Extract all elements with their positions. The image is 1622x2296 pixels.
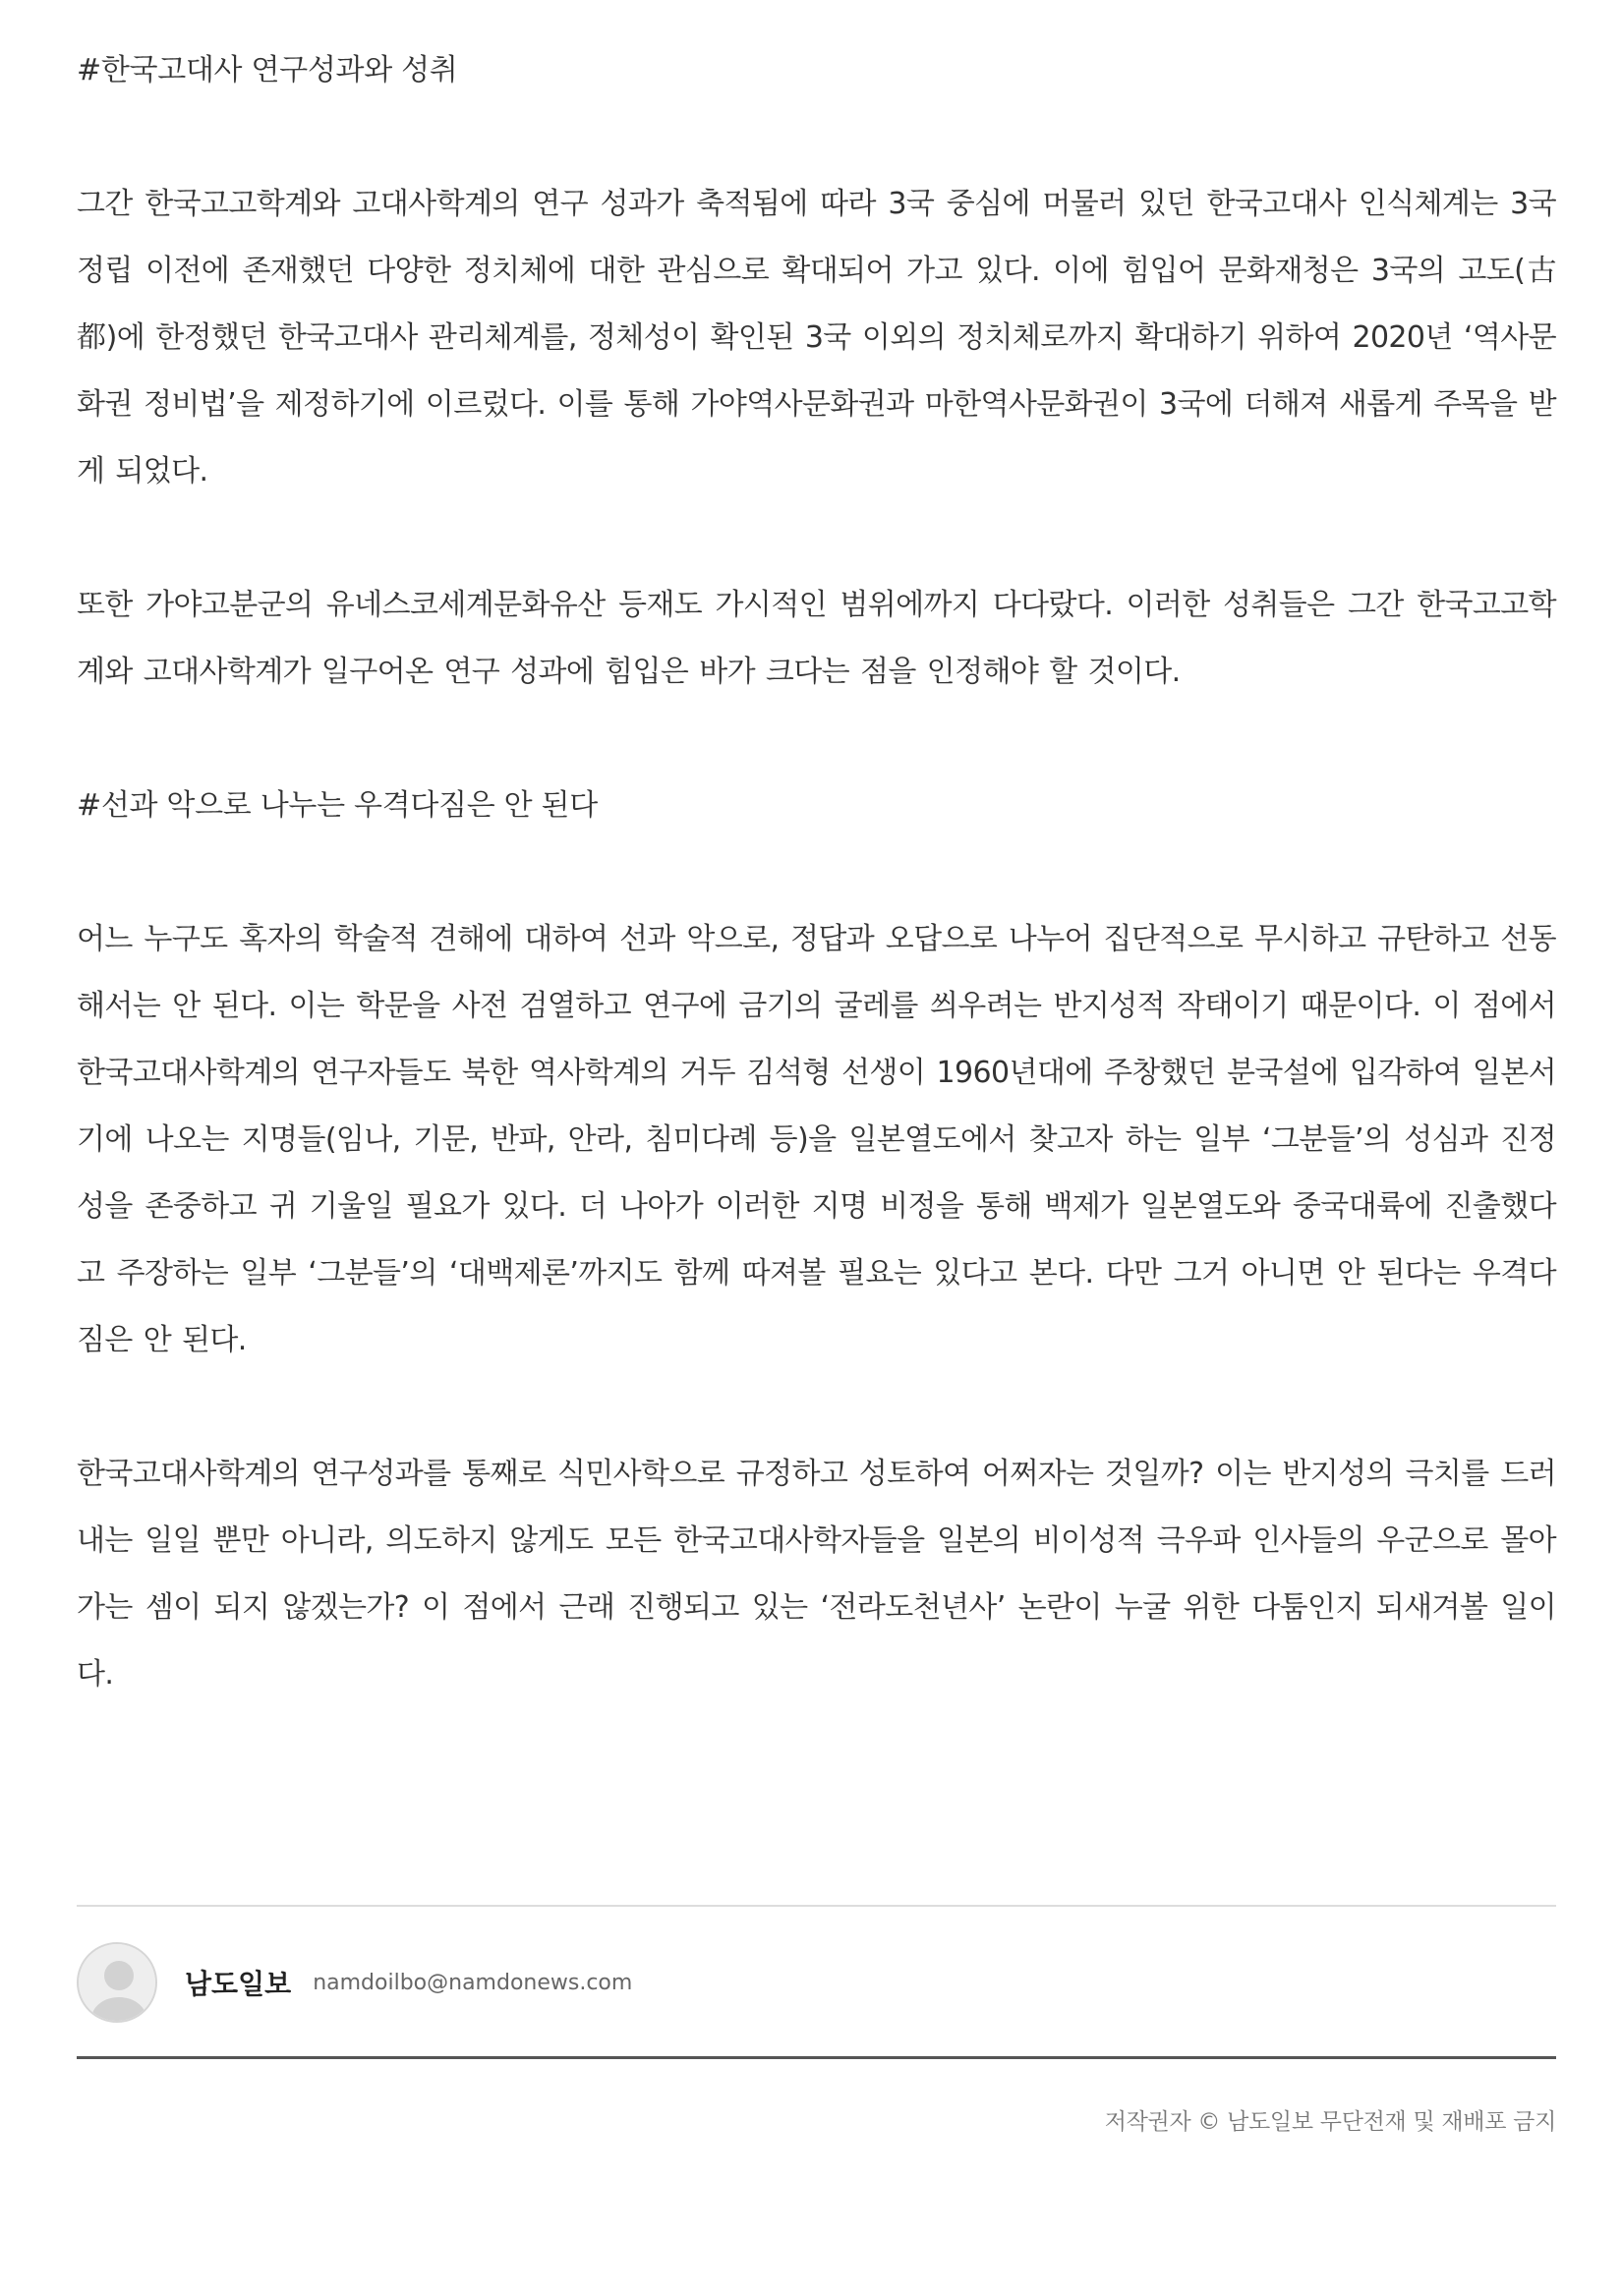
section-heading-achievements: #한국고대사 연구성과와 성취 [77, 53, 458, 87]
copyright-notice: 저작권자 © 남도일보 무단전재 및 재배포 금지 [1104, 2109, 1556, 2135]
paragraph: 그간 한국고고학계와 고대사학계의 연구 성과가 축적됨에 따라 3국 중심에 머물러 있던 한국고대사 인식체계는 3국 정립 이전에 존재했던 다양한 정치체에 대한 관심으로 확대되어 가고 있다. 이에 힘입어 문화재청은 3국의 고도(古都)에 한정했던 한국고대사 관리체계를, 정체성이 확인된 3국 이외의 정치체로까지 확대하기 위하여 2020년 ‘역사문화권 정비법’을 제정하기에 이르렀다. 이를 통해 가야역사문화권과 마한역사문화권이 3국에 더해져 새롭게 주목을 받게 되었다. [77, 187, 1556, 488]
paragraph: 또한 가야고분군의 유네스코세계문화유산 등재도 가시적인 범위에까지 다다랐다. 이러한 성취들은 그간 한국고고학계와 고대사학계가 일구어온 연구 성과에 힘입은 바가 크다는 점을 인정해야 할 것이다. [77, 588, 1556, 689]
spacer [77, 104, 1556, 171]
byline-bottom-divider [77, 2056, 1556, 2059]
spacer [77, 706, 1556, 773]
author-name[interactable]: 남도일보 [185, 1968, 292, 2000]
user-avatar-icon[interactable] [77, 1942, 157, 2023]
section-heading-no-coercion: #선과 악으로 나누는 우격다짐은 안 된다 [77, 788, 598, 823]
article-body [77, 37, 1556, 1708]
spacer [77, 839, 1556, 906]
paragraph: 한국고대사학계의 연구성과를 통째로 식민사학으로 규정하고 성토하여 어쩌자는 것일까? 이는 반지성의 극치를 드러내는 일일 뿐만 아니라, 의도하지 않게도 모든 한국고대사학자들을 일본의 비이성적 극우파 인사들의 우군으로 몰아가는 셈이 되지 않겠는가? 이 점에서 근래 진행되고 있는 ‘전라도천년사’ 논란이 누굴 위한 다툼인지 되새겨볼 일이다. [77, 1457, 1556, 1692]
author-email[interactable]: namdoilbo@namdonews.com [313, 1970, 633, 1995]
spacer [77, 505, 1556, 572]
paragraph: 어느 누구도 혹자의 학술적 견해에 대하여 선과 악으로, 정답과 오답으로 나누어 집단적으로 무시하고 규탄하고 선동해서는 안 된다. 이는 학문을 사전 검열하고 연구에 금기의 굴레를 씌우려는 반지성적 작태이기 때문이다. 이 점에서 한국고대사학계의 연구자들도 북한 역사학계의 거두 김석형 선생이 1960년대에 주창했던 분국설에 입각하여 일본서기에 나오는 지명들(임나, 기문, 반파, 안라, 침미다례 등)을 일본열도에서 찾고자 하는 일부 ‘그분들’의 성심과 진정성을 존중하고 귀 기울일 필요가 있다. 더 나아가 이러한 지명 비정을 통해 백제가 일본열도와 중국대륙에 진출했다고 주장하는 일부 ‘그분들’의 ‘대백제론’까지도 함께 따져볼 필요는 있다고 본다. 다만 그거 아니면 안 된다는 우격다짐은 안 된다. [77, 922, 1556, 1357]
author-byline [77, 1938, 1556, 2027]
byline-top-divider [77, 1905, 1556, 1907]
spacer [77, 1374, 1556, 1441]
